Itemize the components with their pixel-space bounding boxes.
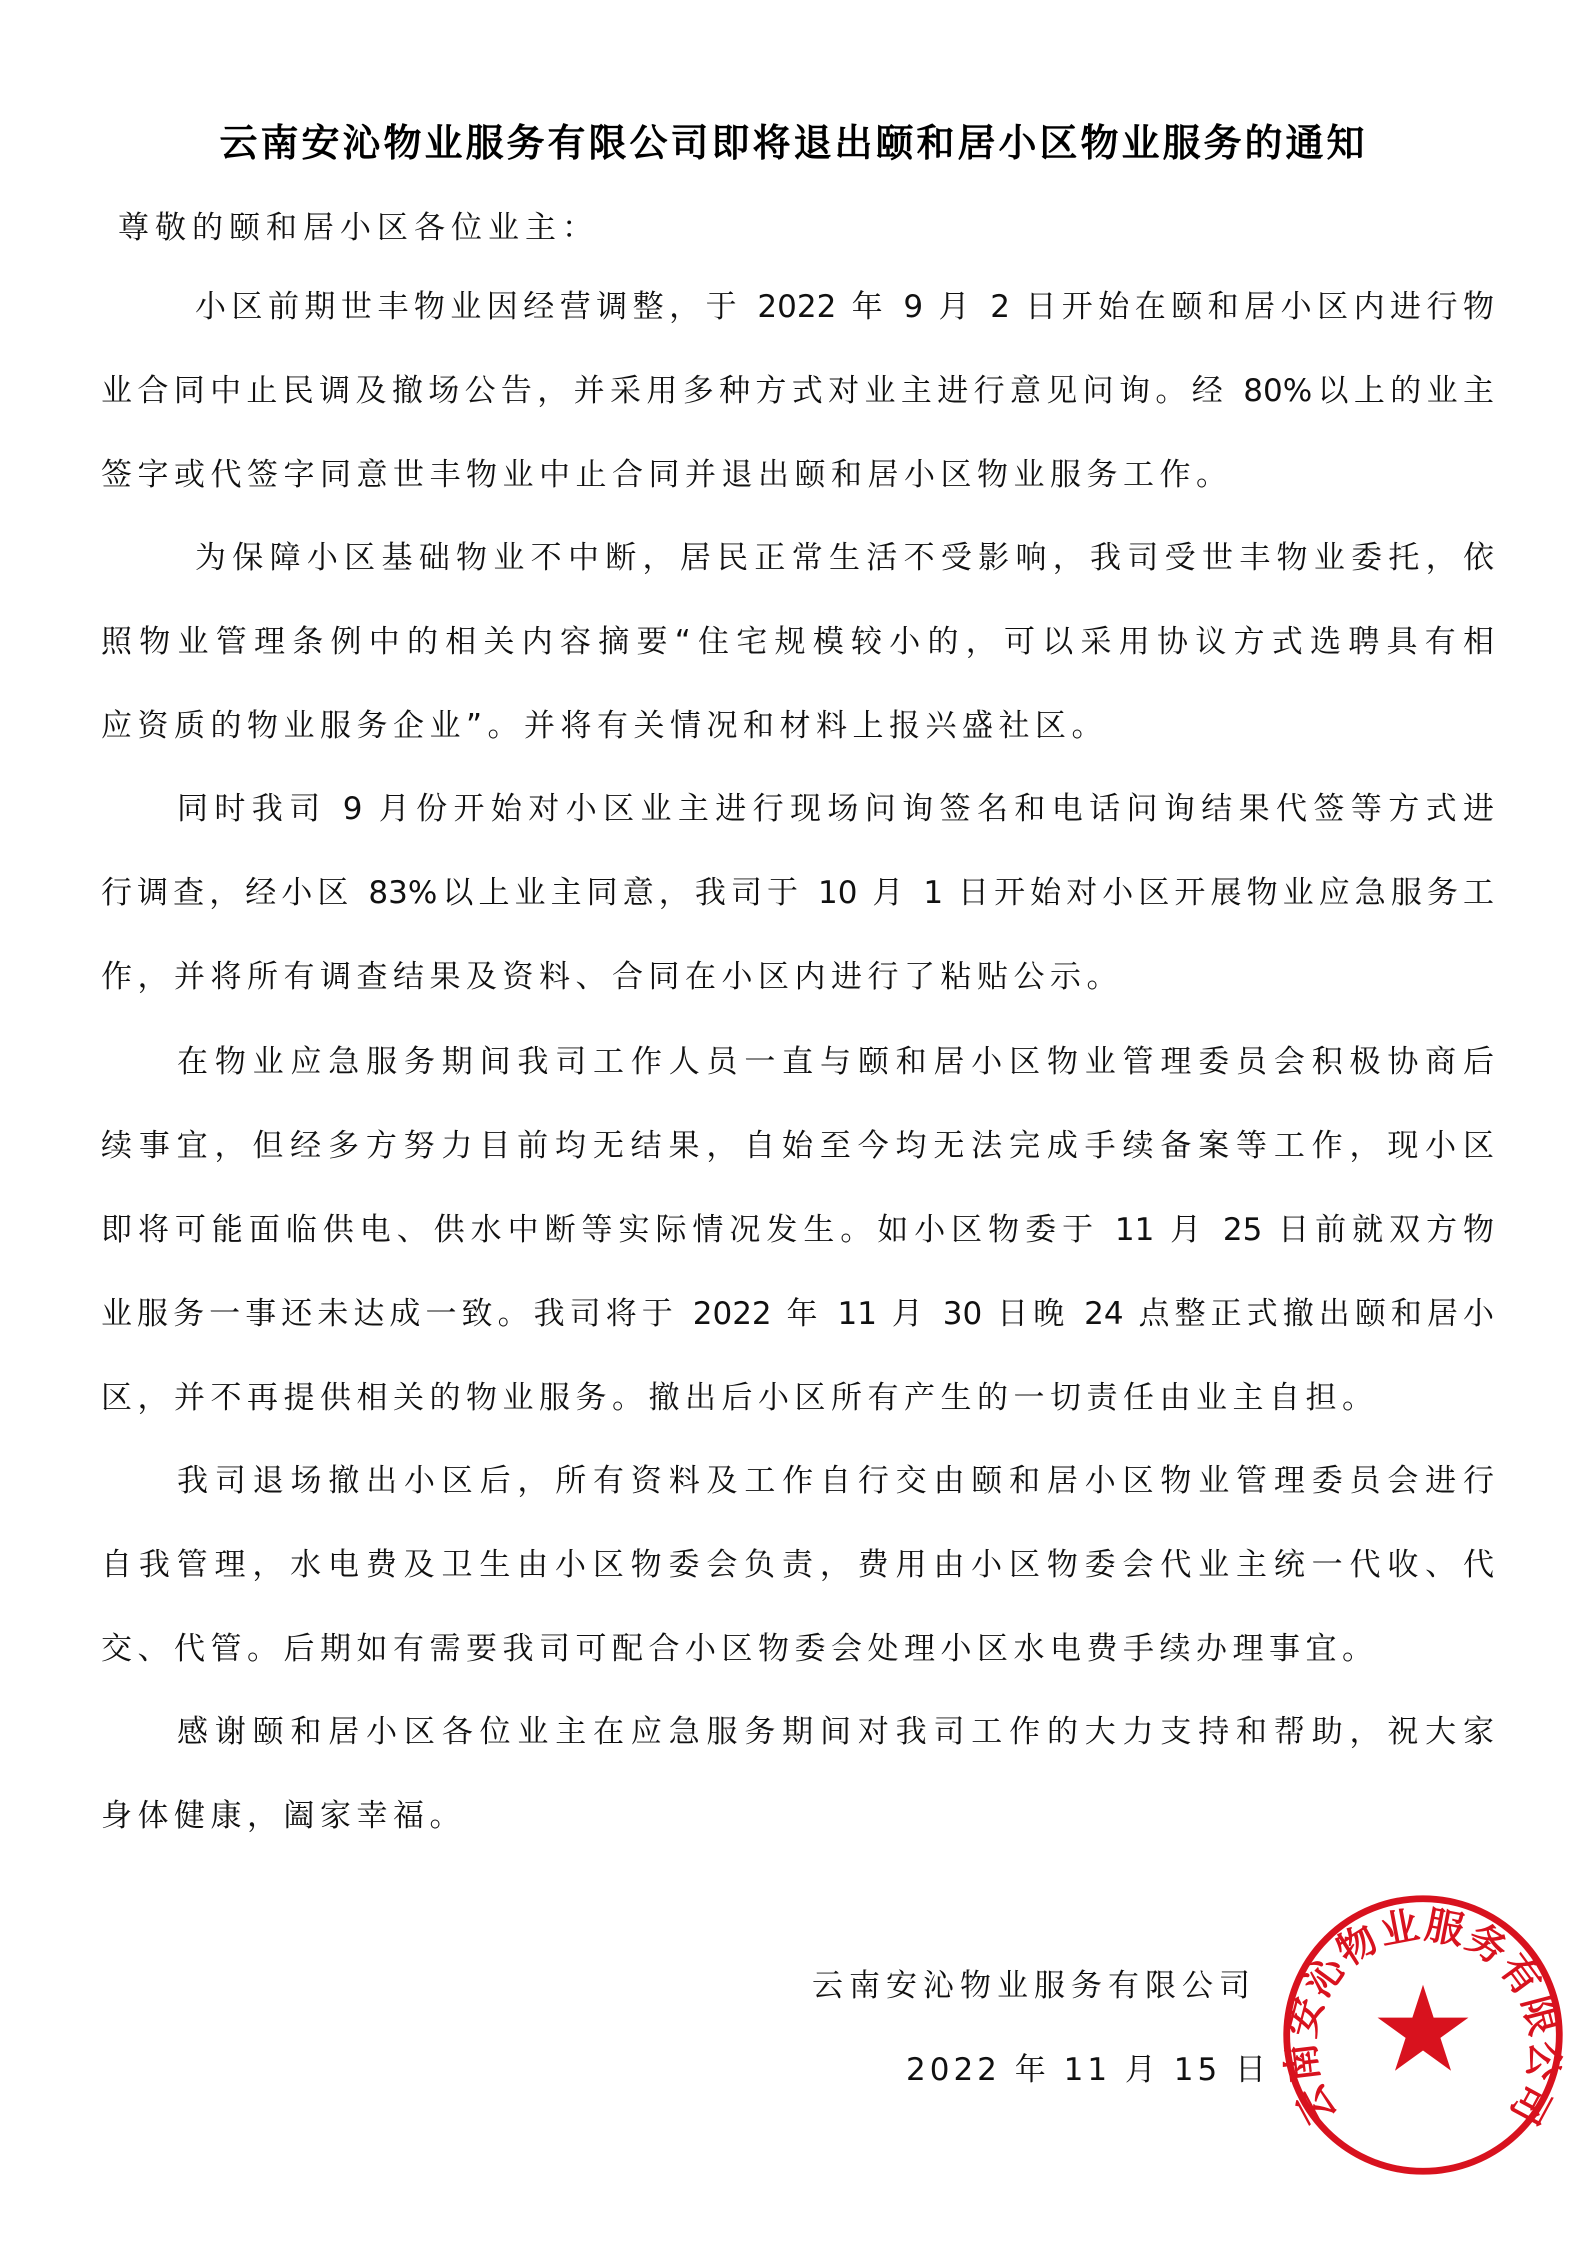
paragraph-line: 交、代管。后期如有需要我司可配合小区物委会处理小区水电费手续办理事宜。: [101, 1631, 1379, 1667]
paragraph: [101, 516, 1494, 768]
paragraph-line: 同时我司 9 月份开始对小区业主进行现场问询签名和电话问询结果代签等方式进: [177, 791, 1494, 827]
paragraph-line: 感谢颐和居小区各位业主在应急服务期间对我司工作的大力支持和帮助，祝大家: [177, 1714, 1494, 1750]
seal-text: 云南安沁物业服务有限公司: [1278, 1902, 1568, 2134]
paragraph-line: 即将可能面临供电、供水中断等实际情况发生。如小区物委于 11 月 25 日前就双方物: [101, 1212, 1494, 1248]
paragraph: [101, 1690, 1494, 1858]
paragraph-line: 作，并将所有调查结果及资料、合同在小区内进行了粘贴公示。: [101, 959, 1123, 995]
company-seal-stamp: [1278, 1890, 1568, 2180]
paragraph-line: 区，并不再提供相关的物业服务。撤出后小区所有产生的一切责任由业主自担。: [101, 1380, 1379, 1416]
paragraph-line: 续事宜，但经多方努力目前均无结果，自始至今均无法完成手续备案等工作，现小区: [101, 1128, 1494, 1164]
salutation: 尊敬的颐和居小区各位业主：: [118, 210, 599, 246]
paragraph-line: 业合同中止民调及撤场公告，并采用多种方式对业主进行意见问询。经 80%以上的业主: [101, 373, 1494, 409]
paragraph-line: 照物业管理条例中的相关内容摘要“住宅规模较小的，可以采用协议方式选聘具有相: [101, 624, 1494, 660]
star-icon: [1378, 1985, 1469, 2071]
paragraph-line: 我司退场撤出小区后，所有资料及工作自行交由颐和居小区物业管理委员会进行: [177, 1463, 1494, 1499]
signature-date: 2022 年 11 月 15 日: [906, 2052, 1271, 2088]
paragraph-line: 业服务一事还未达成一致。我司将于 2022 年 11 月 30 日晚 24 点整正式撤出颐和居小: [101, 1296, 1494, 1332]
paragraph: [101, 767, 1494, 1019]
paragraph-line: 为保障小区基础物业不中断，居民正常生活不受影响，我司受世丰物业委托，依: [195, 540, 1494, 576]
paragraph-line: 自我管理，水电费及卫生由小区物委会负责，费用由小区物委会代业主统一代收、代: [101, 1547, 1494, 1583]
paragraph-line: 应资质的物业服务企业”。并将有关情况和材料上报兴盛社区。: [101, 708, 1109, 744]
paragraph: [101, 1020, 1494, 1440]
paragraph-line: 在物业应急服务期间我司工作人员一直与颐和居小区物业管理委员会积极协商后: [177, 1044, 1494, 1080]
paragraph: [101, 1439, 1494, 1691]
paragraph-line: 签字或代签字同意世丰物业中止合同并退出颐和居小区物业服务工作。: [101, 457, 1233, 493]
paragraph-line: 小区前期世丰物业因经营调整，于 2022 年 9 月 2 日开始在颐和居小区内进行物: [195, 289, 1494, 325]
paragraph-line: 身体健康，阖家幸福。: [101, 1798, 466, 1834]
signature-company: 云南安沁物业服务有限公司: [812, 1968, 1256, 2004]
paragraph: [101, 265, 1494, 517]
paragraph-line: 行调查，经小区 83%以上业主同意，我司于 10 月 1 日开始对小区开展物业应急服务工: [101, 875, 1494, 911]
document-title: 云南安沁物业服务有限公司即将退出颐和居小区物业服务的通知: [219, 121, 1368, 165]
